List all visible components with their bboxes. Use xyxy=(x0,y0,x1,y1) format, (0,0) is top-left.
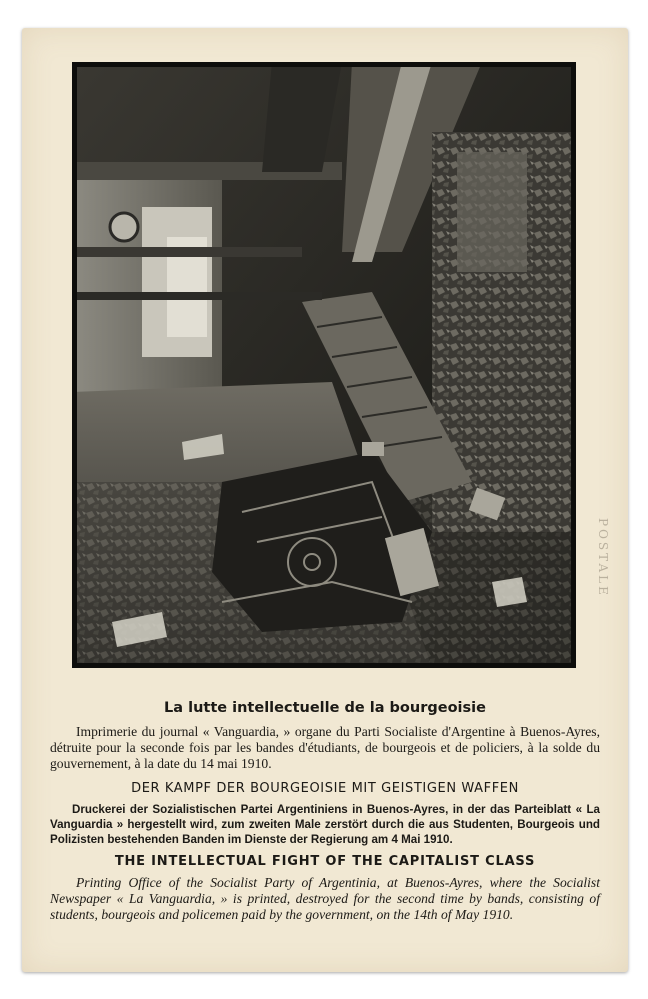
german-title: DER KAMPF DER BOURGEOISIE MIT GEISTIGEN WAFFEN xyxy=(131,781,519,796)
english-title: THE INTELLECTUAL FIGHT OF THE CAPITALIST CLASS xyxy=(114,854,536,869)
french-title: La lutte intellectuelle de la bourgeoisie xyxy=(164,700,486,716)
photo-illustration xyxy=(72,62,576,668)
postcard xyxy=(22,28,628,972)
photograph-destroyed-printing-office xyxy=(72,62,576,668)
english-body: Printing Office of the Socialist Party of Argentinia, at Buenos-Ayres, where the Socialist Newspaper « La Vanguardia, » is printed, destroyed for the second time by bands, consisting of students, bourgeois and policemen paid by the government, on the 14th of May 1910. xyxy=(50,875,600,922)
german-body: Druckerei der Sozialistischen Partei Argentiniens in Buenos-Ayres, in der das Parteiblatt « La Vanguardia » hergestellt wird, zum zweiten Male zerstört durch die aus Studenten, Bourgeois und Polizisten bestehenden Banden im Dienste der Regierung am 4 Mai 1910. xyxy=(50,803,600,846)
caption-block xyxy=(40,674,610,923)
edge-stamp-text: POSTALE xyxy=(596,518,610,598)
french-body: Imprimerie du journal « Vanguardia, » organe du Parti Socialiste d'Argentine à Buenos-Ayres, détruite pour la seconde fois par les bandes d'étudiants, de bourgeois et de policiers, à la solde du gouvernement, à la date du 14 mai 1910. xyxy=(50,724,600,771)
